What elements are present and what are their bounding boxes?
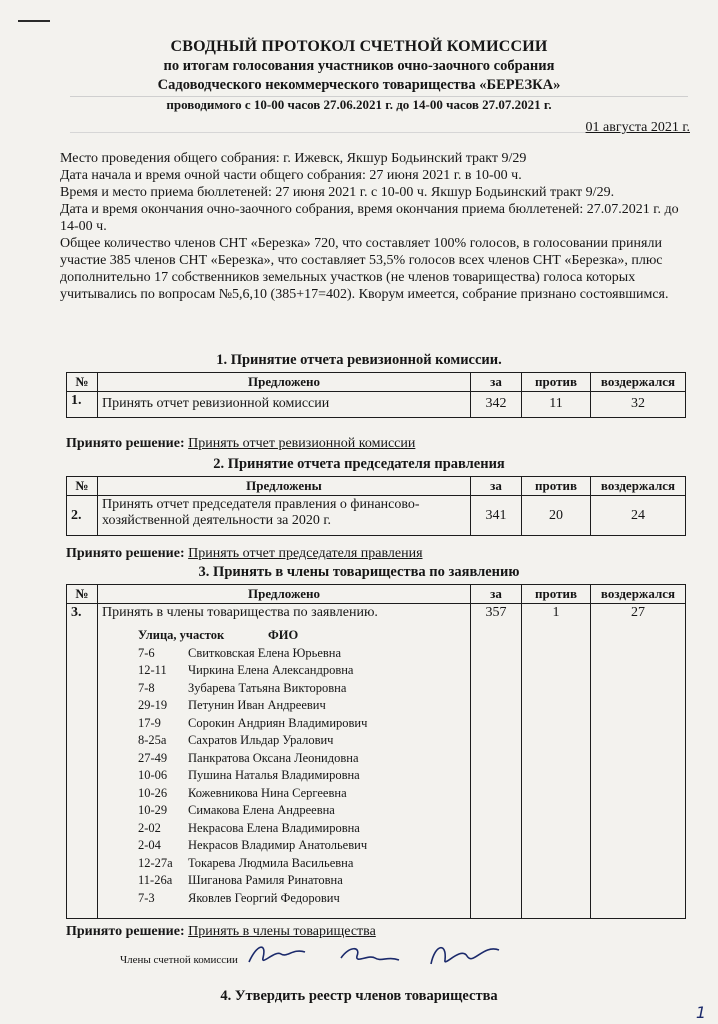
col-for: за — [471, 477, 522, 496]
member-name: Симакова Елена Андреевна — [188, 803, 335, 817]
signature-1 — [245, 940, 315, 970]
item-number: 3. — [67, 604, 98, 919]
document-subtitle: по итогам голосования участников очно-заочного собрания — [163, 58, 555, 74]
item-text: Принять отчет председателя правления о финансово-хозяйственной деятельности за 2020 г. — [98, 496, 471, 536]
member-plot: 10-26 — [138, 785, 168, 800]
col-abstained: воздержался — [591, 585, 686, 604]
member-plot: 7-3 — [138, 890, 155, 905]
member-name: Чиркина Елена Александровна — [188, 663, 354, 677]
decision-text: Принять отчет председателя правления — [188, 546, 423, 561]
section-2-table — [66, 476, 686, 536]
col-proposed: Предложены — [98, 477, 471, 496]
member-row — [138, 855, 466, 873]
votes-for: 342 — [471, 392, 522, 418]
members-header-plot: Улица, участок — [138, 628, 225, 642]
table-header-row — [67, 373, 686, 392]
section-3-title: 3. Принять в члены товарищества по заявлению — [198, 564, 520, 580]
quorum-text: Общее количество членов СНТ «Березка» 720, что составляет 100% голосов, в голосовании приняли участие 385 членов СНТ «Березка», что составляет 53,5% голосов всех членов СНТ «Березка», плюс дополнительно 17 собственников земельных участков (не членов товарищества) голоса которых учитывались по вопросам №5,6,10 (385+17=402). Кворум имеется, собрание признано состоявшимся. — [60, 236, 669, 302]
col-for: за — [471, 373, 522, 392]
decision-label: Принято решение: — [66, 436, 185, 451]
col-num: № — [67, 585, 98, 604]
member-row — [138, 697, 466, 715]
col-num: № — [67, 477, 98, 496]
member-row — [138, 890, 466, 908]
member-plot: 11-26а — [138, 873, 173, 887]
member-row — [138, 785, 466, 803]
member-row — [138, 662, 466, 680]
decision-text: Принять в члены товарищества — [188, 924, 376, 939]
document-date: 01 августа 2021 г. — [585, 120, 690, 135]
decision-label: Принято решение: — [66, 924, 185, 939]
meeting-place: Место проведения общего собрания: г. Ижевск, Якшур Бодьинский тракт 9/29 — [60, 151, 527, 166]
signature-3 — [425, 940, 505, 970]
member-plot: 12-27а — [138, 855, 173, 870]
page-number: 1 — [695, 1003, 706, 1022]
meeting-end: Дата и время окончания очно-заочного собрания, время окончания приема бюллетеней: 27.07.2021 г. до 14-00 ч. — [60, 202, 679, 234]
member-row — [138, 802, 466, 820]
col-for: за — [471, 585, 522, 604]
member-name: Некрасов Владимир Анатольевич — [188, 838, 368, 852]
member-name: Сахратов Ильдар Уралович — [188, 733, 334, 747]
item-number: 1. — [67, 392, 98, 418]
member-row — [138, 750, 466, 768]
meeting-start: Дата начала и время очной части общего собрания: 27 июня 2021 г. в 10-00 ч. — [60, 168, 522, 183]
member-plot: 2-02 — [138, 820, 161, 835]
scan-mark — [18, 20, 50, 22]
member-name: Зубарева Татьяна Викторовна — [188, 680, 347, 695]
member-name: Панкратова Оксана Леонидовна — [188, 750, 359, 765]
members-header — [138, 627, 466, 645]
member-row — [138, 645, 466, 663]
member-name: Шиганова Рамиля Ринатовна — [188, 873, 343, 887]
decision-text: Принять отчет ревизионной комиссии — [188, 436, 416, 451]
votes-against: 1 — [522, 604, 591, 919]
member-row — [138, 820, 466, 838]
col-num: № — [67, 373, 98, 392]
members-list — [138, 627, 466, 907]
table-row — [67, 392, 686, 418]
item-text: Принять отчет ревизионной комиссии — [98, 392, 471, 418]
table-row — [67, 604, 686, 919]
section-2-decision — [66, 546, 423, 562]
member-name: Токарева Людмила Васильевна — [188, 855, 354, 870]
col-against: против — [522, 477, 591, 496]
member-name: Некрасова Елена Владимировна — [188, 820, 360, 835]
member-plot: 10-06 — [138, 768, 168, 782]
votes-abstained: 32 — [591, 392, 686, 418]
table-row — [67, 496, 686, 536]
member-plot: 8-25а — [138, 733, 167, 747]
col-proposed: Предложено — [98, 373, 471, 392]
member-name: Кожевникова Нина Сергеевна — [188, 785, 347, 800]
member-plot: 27-49 — [138, 750, 168, 765]
signature-label: Члены счетной комиссии — [120, 954, 238, 966]
votes-abstained: 24 — [591, 496, 686, 536]
member-plot: 7-8 — [138, 680, 155, 695]
member-plot: 2-04 — [138, 838, 161, 852]
meeting-info — [60, 150, 690, 303]
col-against: против — [522, 373, 591, 392]
section-1-title: 1. Принятие отчета ревизионной комиссии. — [216, 352, 502, 368]
member-plot: 17-9 — [138, 715, 161, 730]
member-name: Сорокин Андриян Владимирович — [188, 715, 368, 730]
votes-abstained: 27 — [591, 604, 686, 919]
member-plot: 29-19 — [138, 698, 168, 712]
votes-for: 341 — [471, 496, 522, 536]
member-plot: 12-11 — [138, 663, 167, 677]
member-row — [138, 680, 466, 698]
item-text: Принять в члены товарищества по заявлению. — [102, 605, 378, 620]
member-row — [138, 837, 466, 855]
col-abstained: воздержался — [591, 373, 686, 392]
member-row — [138, 732, 466, 750]
section-4-title: 4. Утвердить реестр членов товарищества — [220, 988, 498, 1004]
section-2-title: 2. Принятие отчета председателя правления — [213, 456, 505, 472]
col-abstained: воздержался — [591, 477, 686, 496]
member-row — [138, 872, 466, 890]
voting-period: проводимого с 10-00 часов 27.06.2021 г. до 14-00 часов 27.07.2021 г. — [166, 97, 552, 112]
table-header-row — [67, 477, 686, 496]
col-against: против — [522, 585, 591, 604]
ballot-reception: Время и место приема бюллетеней: 27 июня 2021 г. с 10-00 ч. Якшур Бодьинский тракт 9/29. — [60, 185, 615, 200]
member-row — [138, 715, 466, 733]
section-3-table — [66, 584, 686, 919]
member-plot: 7-6 — [138, 645, 155, 660]
section-3-decision — [66, 924, 376, 940]
document-title: СВОДНЫЙ ПРОТОКОЛ СЧЕТНОЙ КОМИССИИ — [170, 38, 548, 55]
member-name: Петунин Иван Андреевич — [188, 698, 326, 712]
votes-for: 357 — [471, 604, 522, 919]
votes-against: 20 — [522, 496, 591, 536]
signature-2 — [335, 940, 405, 970]
item-text-cell — [98, 604, 471, 919]
col-proposed: Предложено — [98, 585, 471, 604]
member-name: Яковлев Георгий Федорович — [188, 890, 340, 905]
member-row — [138, 767, 466, 785]
decision-label: Принято решение: — [66, 546, 185, 561]
section-1-decision — [66, 436, 415, 452]
member-name: Свитковская Елена Юрьевна — [188, 645, 342, 660]
table-header-row — [67, 585, 686, 604]
member-plot: 10-29 — [138, 803, 168, 817]
section-1-table — [66, 372, 686, 418]
organization-name: Садоводческого некоммерческого товарищества «БЕРЕЗКА» — [157, 77, 561, 93]
votes-against: 11 — [522, 392, 591, 418]
members-header-name: ФИО — [268, 628, 299, 642]
item-number: 2. — [67, 496, 98, 536]
member-name: Пушина Наталья Владимировна — [188, 768, 360, 782]
